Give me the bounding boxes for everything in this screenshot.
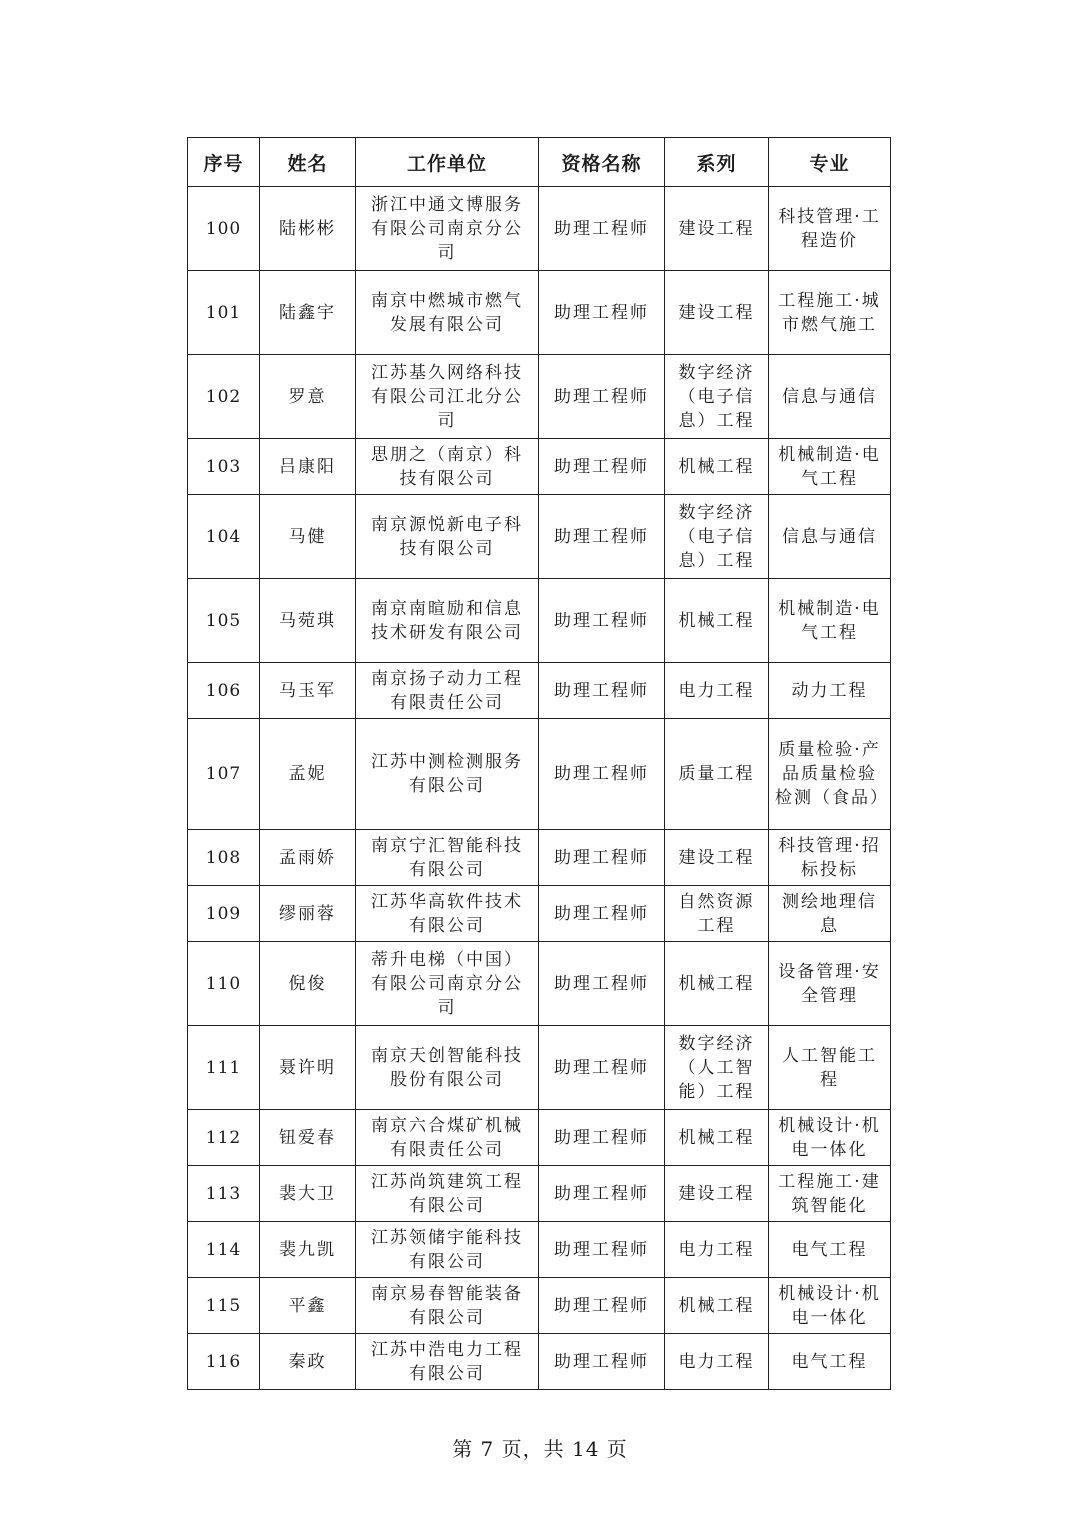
cell-qualification: 助理工程师 bbox=[539, 1222, 665, 1278]
cell-unit: 思朋之（南京）科技有限公司 bbox=[356, 439, 539, 495]
cell-no: 108 bbox=[188, 830, 260, 886]
cell-no: 110 bbox=[188, 942, 260, 1026]
cell-series: 电力工程 bbox=[665, 663, 769, 719]
cell-name: 裴九凯 bbox=[260, 1222, 356, 1278]
cell-qualification: 助理工程师 bbox=[539, 663, 665, 719]
table-row bbox=[188, 1026, 891, 1110]
cell-major: 电气工程 bbox=[769, 1222, 891, 1278]
cell-unit: 南京中燃城市燃气发展有限公司 bbox=[356, 271, 539, 355]
cell-qualification: 助理工程师 bbox=[539, 1334, 665, 1390]
cell-unit: 江苏尚筑建筑工程有限公司 bbox=[356, 1166, 539, 1222]
cell-series: 数字经济（电子信息）工程 bbox=[665, 355, 769, 439]
cell-major: 电气工程 bbox=[769, 1334, 891, 1390]
cell-qualification: 助理工程师 bbox=[539, 886, 665, 942]
cell-unit: 江苏领储宇能科技有限公司 bbox=[356, 1222, 539, 1278]
cell-no: 107 bbox=[188, 719, 260, 830]
cell-name: 陆彬彬 bbox=[260, 187, 356, 271]
cell-major: 测绘地理信息 bbox=[769, 886, 891, 942]
cell-qualification: 助理工程师 bbox=[539, 439, 665, 495]
table-row bbox=[188, 495, 891, 579]
cell-qualification: 助理工程师 bbox=[539, 1278, 665, 1334]
cell-name: 马健 bbox=[260, 495, 356, 579]
cell-no: 103 bbox=[188, 439, 260, 495]
table-row bbox=[188, 1166, 891, 1222]
cell-name: 孟妮 bbox=[260, 719, 356, 830]
header-name: 姓名 bbox=[260, 138, 356, 187]
table-row bbox=[188, 1278, 891, 1334]
cell-name: 马菀琪 bbox=[260, 579, 356, 663]
cell-name: 吕康阳 bbox=[260, 439, 356, 495]
cell-name: 秦政 bbox=[260, 1334, 356, 1390]
table-row bbox=[188, 439, 891, 495]
cell-unit: 江苏中浩电力工程有限公司 bbox=[356, 1334, 539, 1390]
cell-qualification: 助理工程师 bbox=[539, 1026, 665, 1110]
cell-series: 建设工程 bbox=[665, 187, 769, 271]
cell-qualification: 助理工程师 bbox=[539, 1166, 665, 1222]
table-row bbox=[188, 886, 891, 942]
cell-series: 数字经济（电子信息）工程 bbox=[665, 495, 769, 579]
table-row bbox=[188, 271, 891, 355]
header-no: 序号 bbox=[188, 138, 260, 187]
cell-no: 101 bbox=[188, 271, 260, 355]
cell-series: 质量工程 bbox=[665, 719, 769, 830]
cell-name: 马玉军 bbox=[260, 663, 356, 719]
table-row bbox=[188, 942, 891, 1026]
cell-major: 机械制造·电气工程 bbox=[769, 579, 891, 663]
cell-major: 工程施工·建筑智能化 bbox=[769, 1166, 891, 1222]
cell-no: 113 bbox=[188, 1166, 260, 1222]
cell-qualification: 助理工程师 bbox=[539, 271, 665, 355]
cell-no: 116 bbox=[188, 1334, 260, 1390]
table-row bbox=[188, 1110, 891, 1166]
cell-name: 孟雨娇 bbox=[260, 830, 356, 886]
cell-name: 钮爱春 bbox=[260, 1110, 356, 1166]
cell-qualification: 助理工程师 bbox=[539, 719, 665, 830]
cell-series: 电力工程 bbox=[665, 1334, 769, 1390]
cell-unit: 南京宁汇智能科技有限公司 bbox=[356, 830, 539, 886]
cell-no: 104 bbox=[188, 495, 260, 579]
table-row bbox=[188, 663, 891, 719]
cell-name: 裴大卫 bbox=[260, 1166, 356, 1222]
cell-no: 105 bbox=[188, 579, 260, 663]
cell-unit: 江苏中测检测服务有限公司 bbox=[356, 719, 539, 830]
cell-unit: 南京天创智能科技股份有限公司 bbox=[356, 1026, 539, 1110]
cell-major: 机械设计·机电一体化 bbox=[769, 1278, 891, 1334]
cell-major: 工程施工·城市燃气施工 bbox=[769, 271, 891, 355]
cell-no: 111 bbox=[188, 1026, 260, 1110]
cell-major: 质量检验·产品质量检验检测（食品） bbox=[769, 719, 891, 830]
header-unit: 工作单位 bbox=[356, 138, 539, 187]
cell-unit: 浙江中通文博服务有限公司南京分公司 bbox=[356, 187, 539, 271]
table-row bbox=[188, 830, 891, 886]
cell-major: 动力工程 bbox=[769, 663, 891, 719]
cell-major: 科技管理·工程造价 bbox=[769, 187, 891, 271]
cell-no: 115 bbox=[188, 1278, 260, 1334]
cell-series: 机械工程 bbox=[665, 1278, 769, 1334]
cell-qualification: 助理工程师 bbox=[539, 187, 665, 271]
cell-series: 建设工程 bbox=[665, 271, 769, 355]
cell-name: 平鑫 bbox=[260, 1278, 356, 1334]
table-row bbox=[188, 355, 891, 439]
cell-qualification: 助理工程师 bbox=[539, 579, 665, 663]
cell-no: 114 bbox=[188, 1222, 260, 1278]
header-series: 系列 bbox=[665, 138, 769, 187]
roster-table bbox=[187, 137, 891, 1390]
cell-series: 建设工程 bbox=[665, 1166, 769, 1222]
cell-unit: 南京源悦新电子科技有限公司 bbox=[356, 495, 539, 579]
cell-major: 信息与通信 bbox=[769, 355, 891, 439]
cell-qualification: 助理工程师 bbox=[539, 1110, 665, 1166]
cell-series: 机械工程 bbox=[665, 942, 769, 1026]
cell-unit: 南京六合煤矿机械有限责任公司 bbox=[356, 1110, 539, 1166]
cell-no: 106 bbox=[188, 663, 260, 719]
cell-no: 100 bbox=[188, 187, 260, 271]
cell-unit: 蒂升电梯（中国）有限公司南京分公司 bbox=[356, 942, 539, 1026]
cell-series: 建设工程 bbox=[665, 830, 769, 886]
cell-qualification: 助理工程师 bbox=[539, 830, 665, 886]
cell-major: 设备管理·安全管理 bbox=[769, 942, 891, 1026]
table-header-row bbox=[188, 138, 891, 187]
cell-no: 109 bbox=[188, 886, 260, 942]
cell-qualification: 助理工程师 bbox=[539, 942, 665, 1026]
cell-name: 聂许明 bbox=[260, 1026, 356, 1110]
cell-series: 机械工程 bbox=[665, 579, 769, 663]
cell-name: 罗意 bbox=[260, 355, 356, 439]
header-qualification: 资格名称 bbox=[539, 138, 665, 187]
cell-major: 信息与通信 bbox=[769, 495, 891, 579]
cell-unit: 南京扬子动力工程有限责任公司 bbox=[356, 663, 539, 719]
cell-name: 缪丽蓉 bbox=[260, 886, 356, 942]
cell-series: 机械工程 bbox=[665, 1110, 769, 1166]
cell-major: 机械制造·电气工程 bbox=[769, 439, 891, 495]
cell-unit: 南京易春智能装备有限公司 bbox=[356, 1278, 539, 1334]
cell-major: 机械设计·机电一体化 bbox=[769, 1110, 891, 1166]
cell-series: 数字经济（人工智能）工程 bbox=[665, 1026, 769, 1110]
cell-qualification: 助理工程师 bbox=[539, 355, 665, 439]
cell-no: 102 bbox=[188, 355, 260, 439]
cell-no: 112 bbox=[188, 1110, 260, 1166]
cell-series: 电力工程 bbox=[665, 1222, 769, 1278]
table-row bbox=[188, 719, 891, 830]
table-row bbox=[188, 187, 891, 271]
cell-series: 自然资源工程 bbox=[665, 886, 769, 942]
cell-qualification: 助理工程师 bbox=[539, 495, 665, 579]
page-footer: 第 7 页，共 14 页 bbox=[452, 1437, 628, 1461]
cell-name: 陆鑫宇 bbox=[260, 271, 356, 355]
table-row bbox=[188, 1334, 891, 1390]
cell-unit: 江苏华高软件技术有限公司 bbox=[356, 886, 539, 942]
cell-unit: 南京南暄励和信息技术研发有限公司 bbox=[356, 579, 539, 663]
header-major: 专业 bbox=[769, 138, 891, 187]
cell-major: 人工智能工程 bbox=[769, 1026, 891, 1110]
table-row bbox=[188, 579, 891, 663]
cell-series: 机械工程 bbox=[665, 439, 769, 495]
cell-name: 倪俊 bbox=[260, 942, 356, 1026]
table-row bbox=[188, 1222, 891, 1278]
cell-unit: 江苏基久网络科技有限公司江北分公司 bbox=[356, 355, 539, 439]
cell-major: 科技管理·招标投标 bbox=[769, 830, 891, 886]
